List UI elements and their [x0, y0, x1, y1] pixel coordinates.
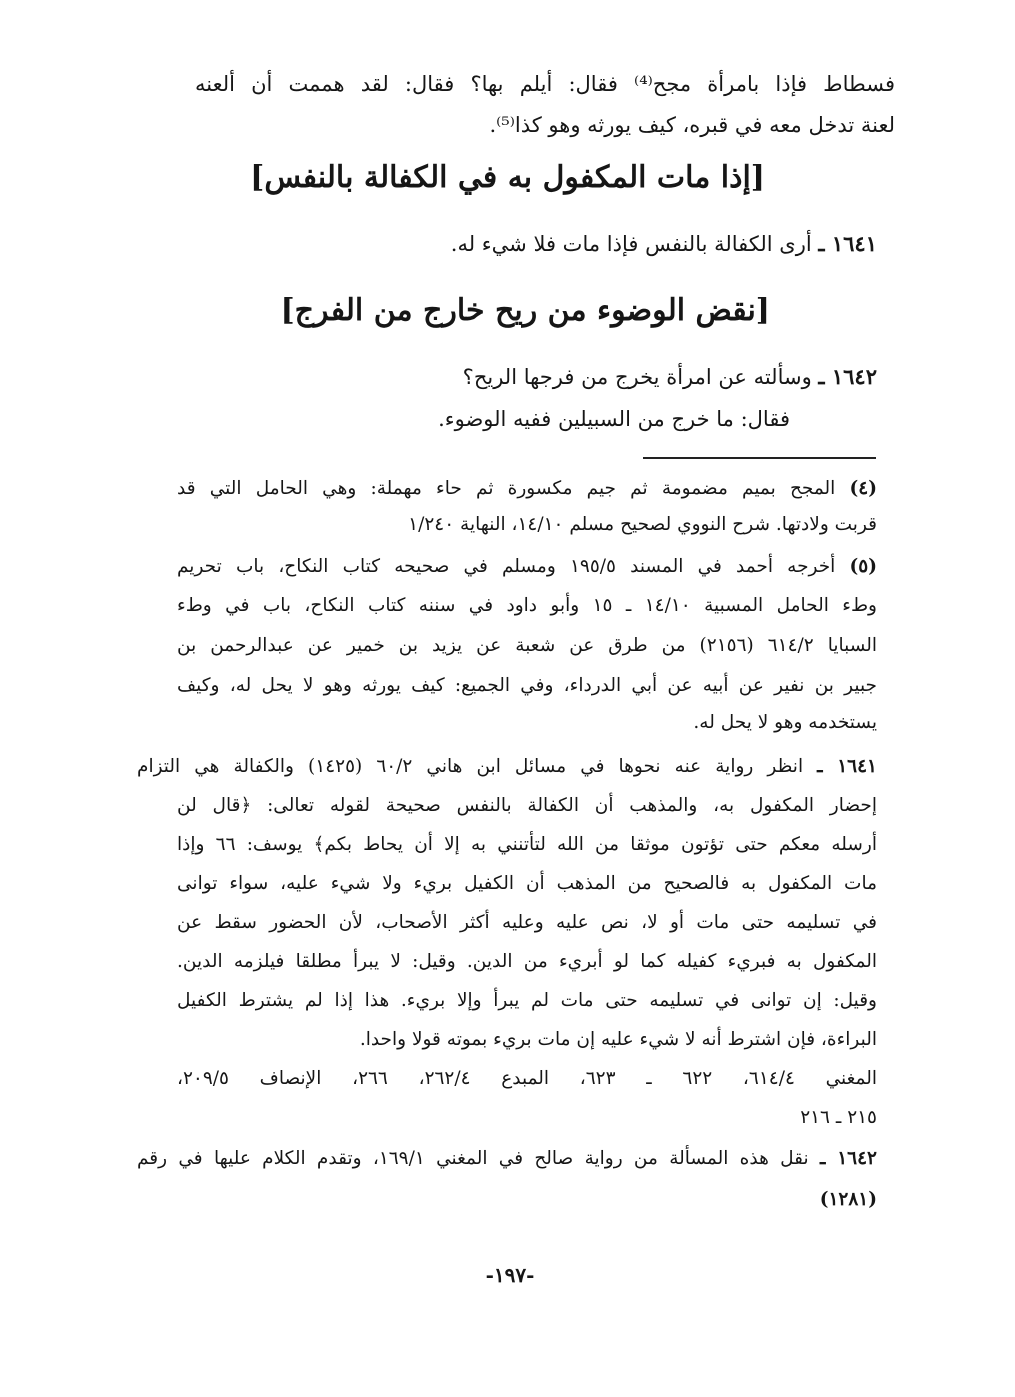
- continuation-line-1: فسطاط فإذا بامرأة مجح⁽⁴⁾ فقال: أيلم بها؟ فقال: لقد هممت أن ألعنه: [195, 72, 895, 96]
- note-1641-line-2: إحضار المكفول به، والمذهب أن الكفالة بالنفس صحيحة لقوله تعالى: ﴿قال لن: [177, 795, 877, 816]
- footnote-5-line-5: يستخدمه وهو لا يحل له.: [693, 712, 877, 733]
- note-1641-line-10: ٢١٥ ـ ٢١٦: [800, 1107, 877, 1128]
- footnote-4-line-1: (٤) المجح بميم مضمومة ثم جيم مكسورة ثم حاء مهملة: وهي الحامل التي قد: [177, 478, 877, 499]
- note-1641-label: ١٦٤١ ـ: [817, 756, 877, 777]
- footnote-5-label: (٥): [849, 556, 877, 577]
- note-1641-line-7: وقيل: إن توانى في تسليمه حتى مات لم يبرأ وإلا بريء. هذا إذا لم يشترط الكفيل: [177, 990, 877, 1011]
- entry-text-1642-line-2: فقال: ما خرج من السبيلين ففيه الوضوء.: [438, 407, 790, 431]
- note-1641-line-8: البراءة، فإن اشترط أنه لا شيء عليه إن مات بريء بموته قولا واحدا.: [359, 1029, 877, 1050]
- entry-number-1641: ١٦٤١ ـ: [818, 231, 877, 256]
- entry-text-1642-line-1: وسألته عن امرأة يخرج من فرجها الريح؟: [462, 365, 812, 389]
- page-number: -١٩٧-: [485, 1263, 535, 1287]
- entry-1641: [451, 231, 877, 256]
- note-1642-line-1: ١٦٤٢ ـ نقل هذه المسألة من رواية صالح في المغني ١٦٩/١، وتقدم الكلام عليها في رقم: [137, 1148, 877, 1169]
- note-1641-line-3: أرسله معكم حتى تؤتون موثقا من الله لتأتنني به إلا أن يحاط بكم﴾ يوسف: ٦٦ وإذا: [177, 834, 877, 855]
- note-1642-line-2: (١٢٨١): [819, 1189, 877, 1210]
- footnote-separator: [643, 457, 876, 459]
- footnote-5-line-1: (٥) أخرجه أحمد في المسند ١٩٥/٥ ومسلم في صحيحه كتاب النكاح، باب تحريم: [177, 556, 877, 577]
- entry-1642: [463, 364, 877, 389]
- section-heading-1: [إذا مات المكفول به في الكفالة بالنفس]: [250, 160, 765, 195]
- note-1641-line-5: في تسليمه حتى مات أو لا، نص عليه وعليه أكثر الأصحاب، لأن الحضور سقط عن: [177, 912, 877, 933]
- entry-text-1641: أرى الكفالة بالنفس فإذا مات فلا شيء له.: [450, 232, 812, 256]
- note-1641-line-4: مات المكفول به فالصحيح من المذهب أن الكفيل بريء ولا شيء عليه، سواء توانى: [177, 873, 877, 894]
- footnote-4-label: (٤): [849, 478, 877, 499]
- section-heading-2: [نقض الوضوء من ريح خارج من الفرج]: [280, 293, 770, 328]
- footnote-5-line-3: السبايا ٦١٤/٢ (٢١٥٦) من طرق عن شعبة عن يزيد بن خمير عن عبدالرحمن بن: [177, 635, 878, 656]
- footnote-5-line-4: جبير بن نفير عن أبيه عن أبي الدرداء، وفي الجميع: كيف يورثه وهو لا يحل له، وكيف: [177, 675, 877, 696]
- entry-number-1642: ١٦٤٢ ـ: [818, 364, 877, 389]
- note-1641-line-9: المغني ٦١٤/٤، ٦٢٢ ـ ٦٢٣، المبدع ٢٦٢/٤، ٢٦٦، الإنصاف ٢٠٩/٥،: [177, 1068, 877, 1089]
- continuation-line-2: لعنة تدخل معه في قبره، كيف يورثه وهو كذا⁽⁵⁾.: [489, 113, 895, 137]
- note-1641-line-6: المكفول به فبريء كفيله كما لو أبريء من الدين. وقيل: لا يبرأ مطلقا فيلزمه الدين.: [177, 951, 877, 972]
- footnote-4-line-2: قربت ولادتها. شرح النووي لصحيح مسلم ١٤/١٠، النهاية ١/٢٤٠: [408, 514, 877, 535]
- note-1642-label: ١٦٤٢ ـ: [819, 1148, 877, 1169]
- note-1641-line-1: ١٦٤١ ـ انظر رواية عنه نحوها في مسائل ابن هاني ٦٠/٢ (١٤٢٥) والكفالة هي التزام: [137, 756, 877, 777]
- footnote-5-line-2: وطء الحامل المسبية ١٤/١٠ ـ ١٥ وأبو داود في سننه كتاب النكاح، باب في وطء: [177, 595, 877, 616]
